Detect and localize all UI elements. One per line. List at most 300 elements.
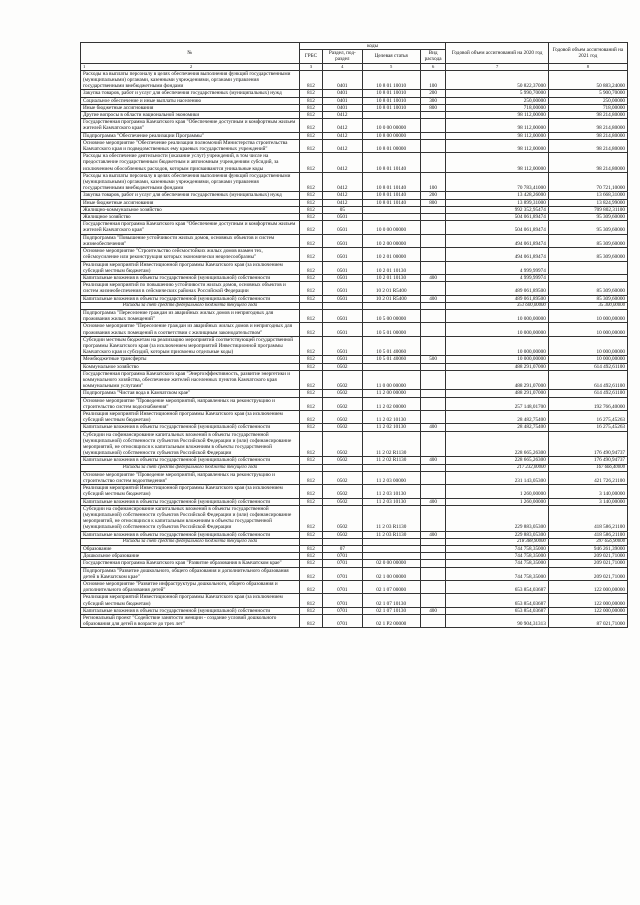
table-row (81, 594, 628, 607)
row-target-article: 10 2 01 R5400 (362, 295, 420, 302)
row-amount-2021: 176 490,94737 (548, 457, 627, 464)
row-target-article: 10 2 01 00000 (362, 248, 420, 261)
row-grbs: 812 (299, 607, 322, 614)
row-amount-2021: 50 883,24000 (548, 70, 627, 90)
row-amount-2021: 98 214,80000 (548, 132, 627, 139)
row-amount-2020: 13 428,26000 (446, 192, 548, 199)
table-row (81, 132, 628, 139)
row-name: Капитальные вложения в объекты государственной (муниципальной) собственности (81, 424, 300, 431)
row-grbs: 812 (299, 248, 322, 261)
row-target-article: 10 0 00 00000 (362, 221, 420, 234)
row-target-article (362, 538, 420, 545)
row-expense-type (420, 471, 446, 484)
row-name: Закупка товаров, работ и услуг для обеспечения государственных (муниципальных) нужд (81, 192, 300, 199)
row-amount-2021: 3 140,00000 (548, 485, 627, 498)
table-header (81, 43, 628, 71)
table-row (81, 363, 628, 370)
table-row (81, 309, 628, 322)
row-amount-2020: 744 758,35000 (446, 553, 548, 560)
row-name: Расходы за счет средств федерального бюджета текущего года (81, 302, 300, 309)
row-amount-2021: 16 275,45263 (548, 424, 627, 431)
row-name: Реализация мероприятий Инвестиционной программы Камчатского края (за исключением субсидий местным бюджетам) (81, 485, 300, 498)
row-grbs: 812 (299, 104, 322, 111)
row-expense-type: 400 (420, 295, 446, 302)
table-row (81, 282, 628, 295)
header-grbs: ГРБС (299, 50, 322, 63)
row-grbs: 812 (299, 139, 322, 152)
row-name: Жилищное хозяйство (81, 214, 300, 221)
table-row (81, 498, 628, 505)
row-razdel: 0701 (323, 615, 363, 628)
header-razdel: Раздел, под-раздел (323, 50, 363, 63)
row-amount-2021: 3 140,00000 (548, 498, 627, 505)
table-row (81, 457, 628, 464)
header-vid: Вид расхода (420, 50, 446, 63)
row-expense-type (420, 410, 446, 423)
row-grbs (299, 538, 322, 545)
row-target-article: 11 2 03 00000 (362, 471, 420, 484)
row-amount-2021: 209 021,71000 (548, 567, 627, 580)
row-razdel: 0501 (323, 282, 363, 295)
row-amount-2021: 10 000,00000 (548, 309, 627, 322)
row-razdel: 0412 (323, 119, 363, 132)
row-grbs: 812 (299, 370, 322, 390)
row-amount-2020: 489 061,89500 (446, 295, 548, 302)
row-name: Коммунальное хозяйство (81, 363, 300, 370)
row-expense-type: 200 (420, 90, 446, 97)
row-target-article: 02 1 00 00000 (362, 567, 420, 580)
row-expense-type (420, 370, 446, 390)
row-amount-2020: 992 352,95474 (446, 206, 548, 213)
row-amount-2021: 85 309,60000 (548, 282, 627, 295)
table-row (81, 323, 628, 336)
table-row (81, 615, 628, 628)
row-amount-2021: 614 492,61100 (548, 370, 627, 390)
row-target-article (362, 553, 420, 560)
row-name: Основное мероприятие "Проведение мероприятий, направленных на реконструкцию и строительство систем водоотведения" (81, 471, 300, 484)
row-name: Подпрограмма "Развитие дошкольного, общего образования и дополнительного образования детей в Камчатском крае" (81, 567, 300, 580)
row-name: Основное мероприятие "Проведение мероприятий, направленных на реконструкцию и строительство систем водоснабжения" (81, 397, 300, 410)
row-target-article: 10 2 01 R5400 (362, 282, 420, 295)
header-no: № (81, 43, 300, 64)
row-expense-type (420, 485, 446, 498)
row-amount-2021: 122 000,00000 (548, 581, 627, 594)
row-amount-2021: 35 300,00000 (548, 302, 627, 309)
row-amount-2020: 1 260,00000 (446, 498, 548, 505)
row-grbs: 812 (299, 553, 322, 560)
table-row (81, 172, 628, 192)
row-target-article: 10 8 01 10140 (362, 153, 420, 173)
row-expense-type (420, 581, 446, 594)
row-grbs: 812 (299, 261, 322, 274)
row-grbs: 812 (299, 390, 322, 397)
row-grbs: 812 (299, 485, 322, 498)
row-target-article: 02 1 07 00000 (362, 581, 420, 594)
row-grbs: 812 (299, 567, 322, 580)
table-row (81, 531, 628, 538)
row-razdel: 0701 (323, 594, 363, 607)
row-amount-2020: 653 854,03687 (446, 594, 548, 607)
row-amount-2021 (548, 274, 627, 281)
row-razdel: 0502 (323, 531, 363, 538)
row-grbs: 812 (299, 309, 322, 322)
row-expense-type (420, 505, 446, 531)
row-grbs: 812 (299, 546, 322, 553)
row-name: Дошкольное образование (81, 553, 300, 560)
row-amount-2020: 98 112,00000 (446, 139, 548, 152)
table-body (81, 70, 628, 628)
row-amount-2020: 98 112,00000 (446, 153, 548, 173)
row-amount-2020: 217 232,00000 (446, 464, 548, 471)
row-razdel: 07 (323, 546, 363, 553)
row-amount-2021: 718,00000 (548, 104, 627, 111)
row-target-article: 10 2 01 10130 (362, 261, 420, 274)
row-expense-type (420, 221, 446, 234)
row-amount-2020: 718,00000 (446, 104, 548, 111)
row-target-article: 10 8 01 10140 (362, 192, 420, 199)
table-row (81, 261, 628, 274)
table-row (81, 119, 628, 132)
row-razdel: 0401 (323, 104, 363, 111)
row-amount-2020: 250,00000 (446, 97, 548, 104)
row-grbs: 812 (299, 397, 322, 410)
row-expense-type: 200 (420, 192, 446, 199)
row-expense-type (420, 302, 446, 309)
row-expense-type: 400 (420, 274, 446, 281)
row-amount-2021: 250,00000 (548, 97, 627, 104)
row-expense-type: 300 (420, 97, 446, 104)
table-row (81, 192, 628, 199)
row-grbs: 812 (299, 336, 322, 356)
row-razdel: 0701 (323, 581, 363, 594)
row-grbs: 812 (299, 505, 322, 531)
row-amount-2020: 4 999,99974 (446, 274, 548, 281)
row-grbs: 812 (299, 119, 322, 132)
row-amount-2021: 13 824,99000 (548, 199, 627, 206)
table-row (81, 370, 628, 390)
row-target-article: 11 2 02 R1130 (362, 457, 420, 464)
row-target-article: 11 2 03 R1130 (362, 505, 420, 531)
row-razdel: 0412 (323, 199, 363, 206)
row-name: Реализация мероприятий по повышению устойчивости жилых домов, основных объектов и систем жизнеобеспечения в сейсмических районах Российской Федерации (81, 282, 300, 295)
row-amount-2020: 1 260,00000 (446, 485, 548, 498)
row-expense-type (420, 112, 446, 119)
row-name: Капитальные вложения в объекты государственной (муниципальной) собственности (81, 274, 300, 281)
table-row (81, 97, 628, 104)
row-expense-type (420, 567, 446, 580)
column-number: 2 (189, 63, 193, 69)
row-razdel: 0412 (323, 139, 363, 152)
row-name: Реализация мероприятий Инвестиционной программы Камчатского края (за исключением субсидий местным бюджетам) (81, 261, 300, 274)
row-target-article: 10 2 00 00000 (362, 234, 420, 247)
row-target-article (362, 546, 420, 553)
row-expense-type (420, 464, 446, 471)
row-amount-2021: 98 214,80000 (548, 139, 627, 152)
row-target-article: 02 1 07 10130 (362, 607, 420, 614)
table-row (81, 431, 628, 457)
row-amount-2021: 209 021,71000 (548, 553, 627, 560)
row-name: Расходы на выплаты персоналу в целях обеспечения выполнения функций государственными (муниципальными) органами, казенными учреждениями, органами управления государственными внебюджетными фондами (81, 70, 300, 90)
row-expense-type: 800 (420, 104, 446, 111)
row-target-article: 10 5 01 40060 (362, 336, 420, 356)
row-amount-2021: 70 721,10000 (548, 172, 627, 192)
row-razdel: 0701 (323, 567, 363, 580)
row-grbs: 812 (299, 295, 322, 302)
row-amount-2021: 192 766,40000 (548, 397, 627, 410)
row-target-article: 11 2 03 10130 (362, 485, 420, 498)
row-expense-type: 400 (420, 424, 446, 431)
row-expense-type (420, 594, 446, 607)
row-razdel: 0501 (323, 323, 363, 336)
row-amount-2021: 614 492,61100 (548, 390, 627, 397)
header-sum2020: Годовой объем ассигнований на 2020 год (446, 43, 548, 64)
table-row (81, 70, 628, 90)
row-grbs: 812 (299, 363, 322, 370)
row-name: Социальное обеспечение и иные выплаты населению (81, 97, 300, 104)
row-expense-type: 400 (420, 457, 446, 464)
row-razdel: 0501 (323, 221, 363, 234)
row-name: Расходы на выплаты персоналу в целях обеспечения выполнения функций государственными (муниципальными) органами, казенными учреждениями, органами управления государственными внебюджетными фондами (81, 172, 300, 192)
row-name: Капитальные вложения в объекты государственной (муниципальной) собственности (81, 498, 300, 505)
row-target-article (362, 214, 420, 221)
row-grbs (299, 464, 322, 471)
row-grbs: 812 (299, 153, 322, 173)
row-amount-2020: 10 000,00000 (446, 323, 548, 336)
row-target-article: 10 5 01 40060 (362, 356, 420, 363)
row-expense-type (420, 153, 446, 173)
row-target-article (362, 363, 420, 370)
row-target-article: 10 2 01 10130 (362, 274, 420, 281)
table-row (81, 295, 628, 302)
row-target-article: 10 8 01 10010 (362, 104, 420, 111)
row-amount-2020: 653 854,03687 (446, 607, 548, 614)
row-razdel: 0501 (323, 274, 363, 281)
row-razdel: 0501 (323, 309, 363, 322)
row-grbs: 812 (299, 615, 322, 628)
row-name: Капитальные вложения в объекты государственной (муниципальной) собственности (81, 531, 300, 538)
row-grbs: 812 (299, 457, 322, 464)
row-expense-type (420, 553, 446, 560)
row-name: Иные бюджетные ассигнования (81, 199, 300, 206)
row-grbs: 812 (299, 424, 322, 431)
row-amount-2021: 209 021,71000 (548, 560, 627, 567)
row-amount-2020: 744 758,35000 (446, 567, 548, 580)
row-amount-2020: 98 112,00000 (446, 132, 548, 139)
column-number: 6 (420, 63, 446, 70)
row-amount-2020: 351 600,00000 (446, 302, 548, 309)
row-expense-type: 400 (420, 607, 446, 614)
row-target-article: 10 8 00 00000 (362, 132, 420, 139)
column-number: 3 (299, 63, 322, 70)
row-target-article (362, 112, 420, 119)
row-name: Образование (81, 546, 300, 553)
row-amount-2020: 218 388,90000 (446, 538, 548, 545)
row-name: Государственная программа Камчатского края "Развитие образования в Камчатском крае" (81, 560, 300, 567)
row-expense-type (420, 538, 446, 545)
row-name: Субсидии на софинансирование капитальных вложений в объекты государственной (муниципальной) собственности субъектов Российской Федерации и (или) софинансирование мероприятий, не относящихся к капитальным вложениям в объекты государственной (муниципальной) собственности субъектов Российской Федерации (81, 505, 300, 531)
row-grbs: 812 (299, 594, 322, 607)
row-amount-2020: 13 899,31000 (446, 199, 548, 206)
row-razdel: 0502 (323, 397, 363, 410)
row-amount-2021: 418 586,21100 (548, 531, 627, 538)
table-row (81, 90, 628, 97)
row-razdel: 0501 (323, 261, 363, 274)
row-target-article: 10 5 00 00000 (362, 309, 420, 322)
row-grbs: 812 (299, 274, 322, 281)
row-name: Другие вопросы в области национальной экономики (81, 112, 300, 119)
row-amount-2020: 28 482,75400 (446, 410, 548, 423)
row-name: Капитальные вложения в объекты государственной (муниципальной) собственности (81, 457, 300, 464)
row-amount-2020: 488 291,07000 (446, 370, 548, 390)
row-grbs: 812 (299, 70, 322, 90)
row-razdel: 0502 (323, 498, 363, 505)
row-target-article: 11 2 03 10130 (362, 498, 420, 505)
table-row (81, 274, 628, 281)
row-amount-2021: 397 656,90000 (548, 538, 627, 545)
row-name: Жилищно-коммунальное хозяйство (81, 206, 300, 213)
row-target-article: 11 2 02 10130 (362, 410, 420, 423)
row-expense-type (420, 248, 446, 261)
table-row (81, 581, 628, 594)
row-razdel: 0502 (323, 410, 363, 423)
row-target-article: 11 2 00 00000 (362, 390, 420, 397)
row-name: Расходы за счет средств федерального бюджета текущего года (81, 538, 300, 545)
row-expense-type (420, 397, 446, 410)
row-razdel: 0412 (323, 172, 363, 192)
federal-budget-note-row (81, 302, 628, 309)
row-amount-2021: 122 000,00000 (548, 594, 627, 607)
column-number: 8 (548, 63, 627, 70)
row-grbs: 812 (299, 234, 322, 247)
federal-budget-note-row (81, 464, 628, 471)
row-grbs: 812 (299, 531, 322, 538)
row-target-article: 10 8 01 10010 (362, 97, 420, 104)
row-target-article: 02 1 07 10130 (362, 594, 420, 607)
row-expense-type (420, 560, 446, 567)
table-row (81, 336, 628, 356)
row-razdel: 0701 (323, 607, 363, 614)
budget-table (80, 42, 628, 628)
row-expense-type (420, 546, 446, 553)
row-amount-2020: 10 000,00000 (446, 309, 548, 322)
row-name: Субсидии местным бюджетам на реализацию мероприятий соответствующей государственной программы Камчатского края (за исключением мероприятий Инвестиционной программы Камчатского края и субсидий, которым присвоены отдельные коды) (81, 336, 300, 356)
row-target-article: 02 1 P2 00000 (362, 615, 420, 628)
table-row (81, 221, 628, 234)
row-amount-2021: 10 000,00000 (548, 323, 627, 336)
column-number: 5 (362, 63, 420, 70)
header-codes: коды (299, 43, 446, 50)
row-name: Субсидии на софинансирование капитальных вложений в объекты государственной (муниципальной) собственности субъектов Российской Федерации и (или) софинансирование мероприятий, не относящихся к капитальным вложениям в объекты государственной (муниципальной) собственности субъектов Российской Федерации (81, 431, 300, 457)
row-amount-2020: 90 904,31313 (446, 615, 548, 628)
row-amount-2020: 488 291,07000 (446, 363, 548, 370)
table-row (81, 505, 628, 531)
row-amount-2021: 167 666,40000 (548, 464, 627, 471)
row-amount-2021: 95 309,60000 (548, 214, 627, 221)
row-amount-2021: 85 309,60000 (548, 248, 627, 261)
row-expense-type (420, 206, 446, 213)
table-row (81, 424, 628, 431)
row-expense-type (420, 363, 446, 370)
table-row (81, 248, 628, 261)
row-amount-2020: 229 883,05300 (446, 531, 548, 538)
row-name: Подпрограмма "Повышение устойчивости жилых домов, основных объектов и систем жизнеобеспечения" (81, 234, 300, 247)
row-razdel: 0412 (323, 132, 363, 139)
row-amount-2021: 98 214,80000 (548, 112, 627, 119)
row-target-article: 11 2 03 R1130 (362, 531, 420, 538)
row-grbs: 812 (299, 431, 322, 457)
row-expense-type (420, 132, 446, 139)
row-grbs: 812 (299, 214, 322, 221)
row-amount-2020: 494 061,89474 (446, 248, 548, 261)
header-sum2021: Годовой объем ассигнований на 2021 год (548, 43, 627, 64)
row-name: Подпрограмма "Чистая вода в Камчатском крае" (81, 390, 300, 397)
row-razdel: 0701 (323, 560, 363, 567)
row-name: Основное мероприятие "Строительство сейсмостойких жилых домов взамен тех, сейсмоусиление или реконструкция которых экономически нецелесообразны" (81, 248, 300, 261)
row-name: Закупка товаров, работ и услуг для обеспечения государственных (муниципальных) нужд (81, 90, 300, 97)
row-name: Государственная программа Камчатского края "Энергоэффективность, развитие энергетики и коммунального хозяйства, обеспечение жителей населенных пунктов Камчатского края коммунальными услугами" (81, 370, 300, 390)
row-amount-2020: 98 112,00000 (446, 112, 548, 119)
row-target-article (362, 206, 420, 213)
row-razdel: 0502 (323, 363, 363, 370)
row-amount-2021: 98 214,80000 (548, 119, 627, 132)
row-name: Межбюджетные трансферты (81, 356, 300, 363)
row-amount-2021: 946 261,39000 (548, 546, 627, 553)
row-grbs: 812 (299, 132, 322, 139)
row-razdel (323, 464, 363, 471)
row-target-article: 11 0 00 00000 (362, 370, 420, 390)
row-razdel: 0502 (323, 485, 363, 498)
row-amount-2020: 257 148,01700 (446, 397, 548, 410)
row-amount-2020: 98 112,00000 (446, 119, 548, 132)
table-row (81, 104, 628, 111)
row-expense-type (420, 309, 446, 322)
row-grbs: 812 (299, 581, 322, 594)
row-razdel: 0701 (323, 553, 363, 560)
row-expense-type (420, 336, 446, 356)
row-expense-type (420, 282, 446, 295)
row-target-article: 10 8 01 10010 (362, 90, 420, 97)
row-name: Подпрограмма "Обеспечение реализации Программы" (81, 132, 300, 139)
row-name: Государственная программа Камчатского края "Обеспечение доступным и комфортным жильем жителей Камчатского края" (81, 221, 300, 234)
row-amount-2020: 70 783,41000 (446, 172, 548, 192)
column-number-cell (81, 63, 300, 70)
row-grbs: 812 (299, 410, 322, 423)
row-amount-2021: 421 726,21100 (548, 471, 627, 484)
row-razdel: 0412 (323, 192, 363, 199)
row-target-article: 10 8 01 10140 (362, 199, 420, 206)
row-expense-type (420, 234, 446, 247)
row-razdel: 0502 (323, 471, 363, 484)
row-amount-2020: 50 822,37000 (446, 70, 548, 90)
row-amount-2020: 10 000,00000 (446, 336, 548, 356)
row-name: Государственная программа Камчатского края "Обеспечение доступным и комфортным жильем жителей Камчатского края" (81, 119, 300, 132)
row-target-article: 10 5 01 00000 (362, 323, 420, 336)
row-name: Капитальные вложения в объекты государственной (муниципальной) собственности (81, 607, 300, 614)
row-razdel: 0412 (323, 153, 363, 173)
table-row (81, 139, 628, 152)
row-razdel: 0502 (323, 505, 363, 531)
row-target-article (362, 302, 420, 309)
row-expense-type (420, 214, 446, 221)
row-amount-2020: 653 854,03687 (446, 581, 548, 594)
row-amount-2020: 504 061,89474 (446, 214, 548, 221)
row-amount-2021: 85 309,60000 (548, 234, 627, 247)
row-amount-2020: 504 061,89474 (446, 221, 548, 234)
row-target-article: 10 8 01 00000 (362, 139, 420, 152)
row-target-article (362, 464, 420, 471)
row-amount-2020: 10 000,00000 (446, 356, 548, 363)
row-grbs: 812 (299, 97, 322, 104)
